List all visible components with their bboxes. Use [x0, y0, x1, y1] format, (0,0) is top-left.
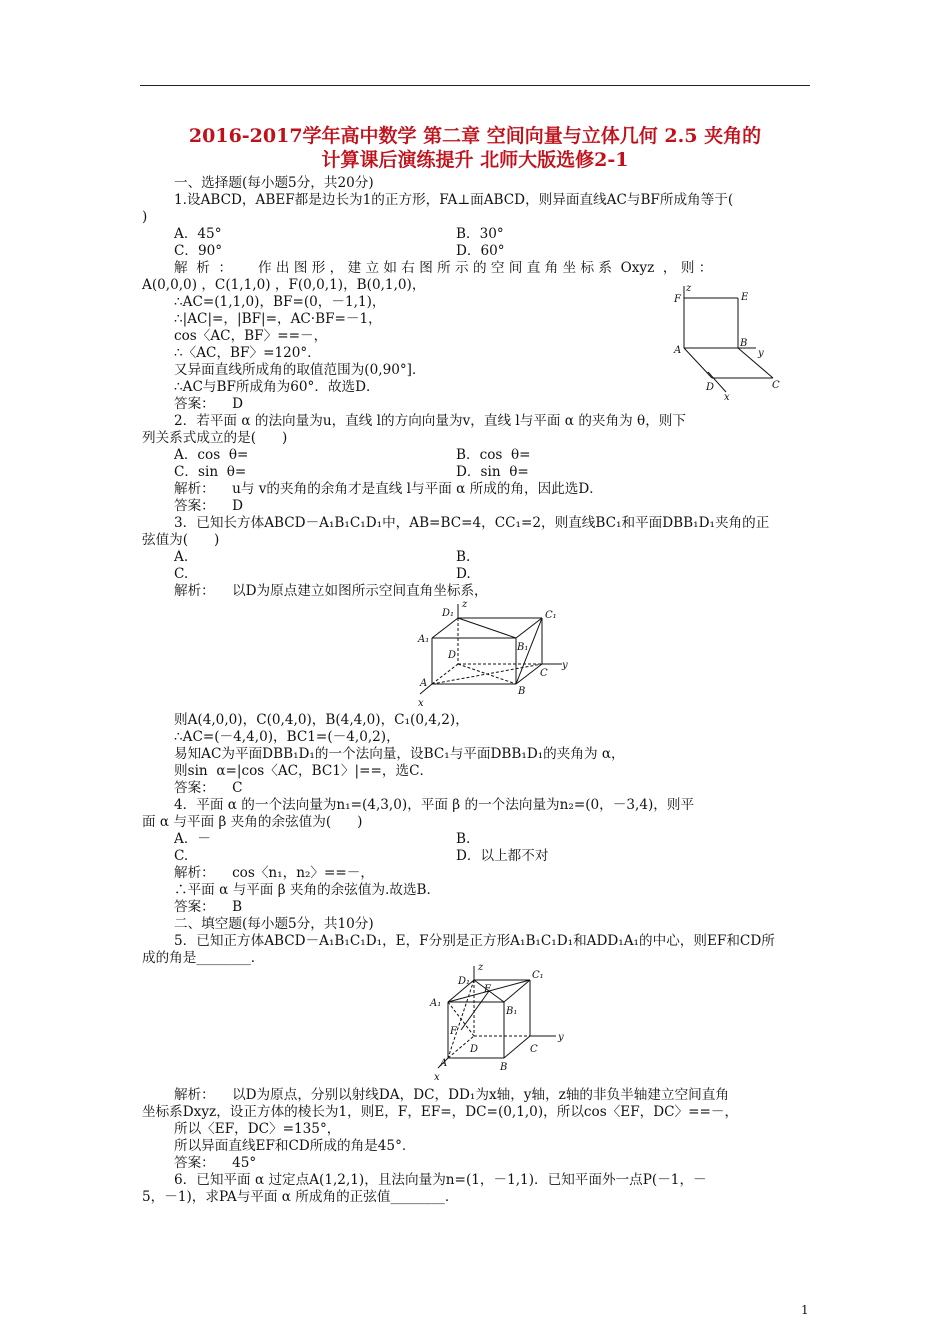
fig2-label-a1: A₁ [418, 634, 430, 645]
figure-3-cube [424, 962, 574, 1084]
q4-option-a: A．－ [174, 831, 212, 847]
q3-solution-4: 易知AC为平面DBB₁D₁的一个法向量，设BC₁与平面DBB₁D₁的夹角为 α， [174, 746, 625, 762]
q1-solution-4: ∴|AC|=，|BF|=，AC·BF=－1， [174, 311, 382, 327]
fig3-label-x: x [434, 1072, 440, 1083]
fig3-label-a: A [440, 1058, 448, 1069]
fig2-label-b: B [518, 686, 526, 697]
fig1-label-c: C [772, 380, 780, 391]
q3-solution-2: 则A(4,0,0)，C(0,4,0)，B(4,4,0)，C₁(0,4,2)， [174, 712, 469, 728]
q1-solution-8: ∴AC与BF所成角为60°．故选D． [174, 379, 380, 395]
q3-stem: 3．已知长方体ABCD－A₁B₁C₁D₁中，AB=BC=4，CC₁=2，则直线BC₁和平面DBB₁D₁夹角的正 [174, 515, 770, 531]
q1-option-d: D．60° [456, 243, 505, 259]
q5-solution-3: 所以〈EF，DC〉=135°， [174, 1121, 341, 1137]
q4-option-c: C. [174, 848, 189, 864]
q2-option-a: A．cos θ= [174, 447, 249, 463]
q1-solution-7: 又异面直线所成角的取值范围为(0,90°]． [174, 362, 426, 378]
fig1-label-b: B [740, 338, 748, 349]
q3-option-a: A. [174, 549, 189, 565]
fig3-label-e: E [484, 984, 492, 995]
fig1-label-a: A [674, 345, 682, 356]
q6-stem-cont: 5，－1)，求PA与平面 α 所成角的正弦值________． [142, 1189, 459, 1205]
fig1-label-z: z [686, 283, 692, 294]
q5-solution-1: 解析： 以D为原点，分别以射线DA，DC，DD₁为x轴，y轴，z轴的非负半轴建立空间直角 [174, 1087, 729, 1103]
q3-option-c: C. [174, 566, 189, 582]
fig2-label-x: x [418, 698, 424, 709]
q5-solution-4: 所以异面直线EF和CD所成的角是45°． [174, 1138, 416, 1154]
fig3-label-y: y [558, 1032, 564, 1043]
q1-option-b: B．30° [456, 226, 504, 242]
fig3-label-d: D [470, 1044, 479, 1055]
q3-stem-cont: 弦值为( ) [142, 532, 220, 548]
fig1-label-e: E [741, 292, 749, 303]
q5-solution-2: 坐标系Dxyz，设正方体的棱长为1，则E，F，EF=，DC=(0,1,0)，所以cos〈EF，DC〉==－， [142, 1104, 739, 1120]
figure-2-cuboid [412, 598, 572, 710]
fig2-label-z: z [462, 599, 468, 610]
fig1-label-x: x [724, 392, 730, 402]
q3-option-b: B. [456, 549, 471, 565]
q4-stem-cont: 面 α 与平面 β 夹角的余弦值为( ) [142, 814, 363, 830]
fig3-label-z: z [478, 962, 484, 973]
q4-option-b: B. [456, 831, 471, 847]
q1-option-a: A．45° [174, 226, 222, 242]
q2-option-b: B．cos θ= [456, 447, 531, 463]
doc-title-line1: 2016-2017学年高中数学 第二章 空间向量与立体几何 2.5 夹角的 [188, 125, 762, 147]
q1-answer: 答案： D [174, 396, 243, 412]
q1-option-c: C．90° [174, 243, 223, 259]
q1-solution-1: 解 析 ： 作 出 图 形 ， 建 立 如 右 图 所 示 的 空 间 直 角 坐 标 系 Oxyz ， 则 ： [174, 260, 713, 276]
fig2-label-y: y [562, 660, 568, 671]
fig3-label-b: B [500, 1062, 508, 1073]
q3-solution-3: ∴AC=(－4,4,0)，BC1=(－4,0,2)， [174, 729, 400, 745]
fig2-label-a: A [420, 678, 428, 689]
fig3-label-f: F [450, 1026, 457, 1037]
q2-stem: 2．若平面 α 的法向量为u，直线 l的方向向量为v，直线 l与平面 α 的夹角为 θ，则下 [174, 413, 686, 429]
q4-stem: 4．平面 α 的一个法向量为n₁=(4,3,0)，平面 β 的一个法向量为n₂=(0，－3,4)，则平 [174, 797, 695, 813]
fig2-label-d: D [448, 650, 457, 661]
header-rule [140, 85, 810, 86]
q3-answer: 答案： C [174, 780, 243, 796]
fig1-label-y: y [758, 348, 764, 359]
fig2-label-b1: B₁ [517, 642, 529, 653]
q1-solution-5: cos〈AC，BF〉==－， [174, 328, 328, 344]
fig2-label-c: C [540, 668, 548, 679]
q5-stem: 5．已知正方体ABCD－A₁B₁C₁D₁，E，F分别是正方形A₁B₁C₁D₁和ADD₁A₁的中心，则EF和CD所 [174, 933, 775, 949]
fig2-label-d1: D₁ [442, 608, 455, 619]
q3-solution-5: 则sin α=|cos〈AC，BC1〉|==，选C． [174, 763, 434, 779]
q3-option-d: D. [456, 566, 471, 582]
fig2-label-c1: C₁ [545, 610, 557, 621]
q1-solution-2: A(0,0,0) ，C(1,1,0) ，F(0,0,1)，B(0,1,0)， [142, 277, 426, 293]
q1-solution-6: ∴〈AC，BF〉=120°． [174, 345, 321, 361]
fig1-label-d: D [706, 382, 715, 393]
section-heading-choice: 一、选择题(每小题5分，共20分) [174, 175, 374, 191]
q2-option-c: C．sin θ= [174, 464, 247, 480]
q3-solution-1: 解析： 以D为原点建立如图所示空间直角坐标系， [174, 583, 488, 599]
q5-answer: 答案： 45° [174, 1155, 257, 1171]
q4-option-d: D．以上都不对 [456, 848, 549, 864]
q4-solution-1: 解析： cos〈n₁，n₂〉==－， [174, 865, 374, 881]
q2-answer: 答案： D [174, 498, 243, 514]
page-number: 1 [801, 1303, 809, 1317]
fig3-label-c: C [530, 1044, 538, 1055]
q1-stem: 1.设ABCD，ABEF都是边长为1的正方形，FA⊥面ABCD，则异面直线AC与BF所成角等于( [174, 192, 734, 208]
fig3-label-d1: D₁ [458, 976, 471, 987]
q1-solution-3: ∴AC=(1,1,0)，BF=(0，－1,1)， [174, 294, 386, 310]
q2-stem-cont: 列关系式成立的是( ) [142, 430, 288, 446]
fig3-label-b1: B₁ [506, 1006, 518, 1017]
q6-stem: 6．已知平面 α 过定点A(1,2,1)，且法向量为n=(1，－1,1)．已知平面外一点P(－1，－ [174, 1172, 707, 1188]
section-heading-fill: 二、填空题(每小题5分，共10分) [174, 916, 374, 932]
fig3-label-a1: A₁ [430, 998, 442, 1009]
q2-option-d: D．sin θ= [456, 464, 529, 480]
q2-solution: 解析： u与 v的夹角的余角才是直线 l与平面 α 所成的角，因此选D． [174, 481, 603, 497]
q4-solution-2: ∴平面 α 与平面 β 夹角的余弦值为.故选B． [174, 882, 441, 898]
q1-stem-cont: ) [142, 209, 148, 225]
fig3-label-c1: C₁ [532, 970, 544, 981]
q4-answer: 答案： B [174, 899, 243, 915]
doc-title-line2: 计算课后演练提升 北师大版选修2-1 [321, 149, 629, 171]
fig1-label-f: F [674, 294, 681, 305]
figure-1-coordinate-squares [668, 282, 788, 402]
q5-stem-cont: 成的角是________． [142, 950, 265, 966]
